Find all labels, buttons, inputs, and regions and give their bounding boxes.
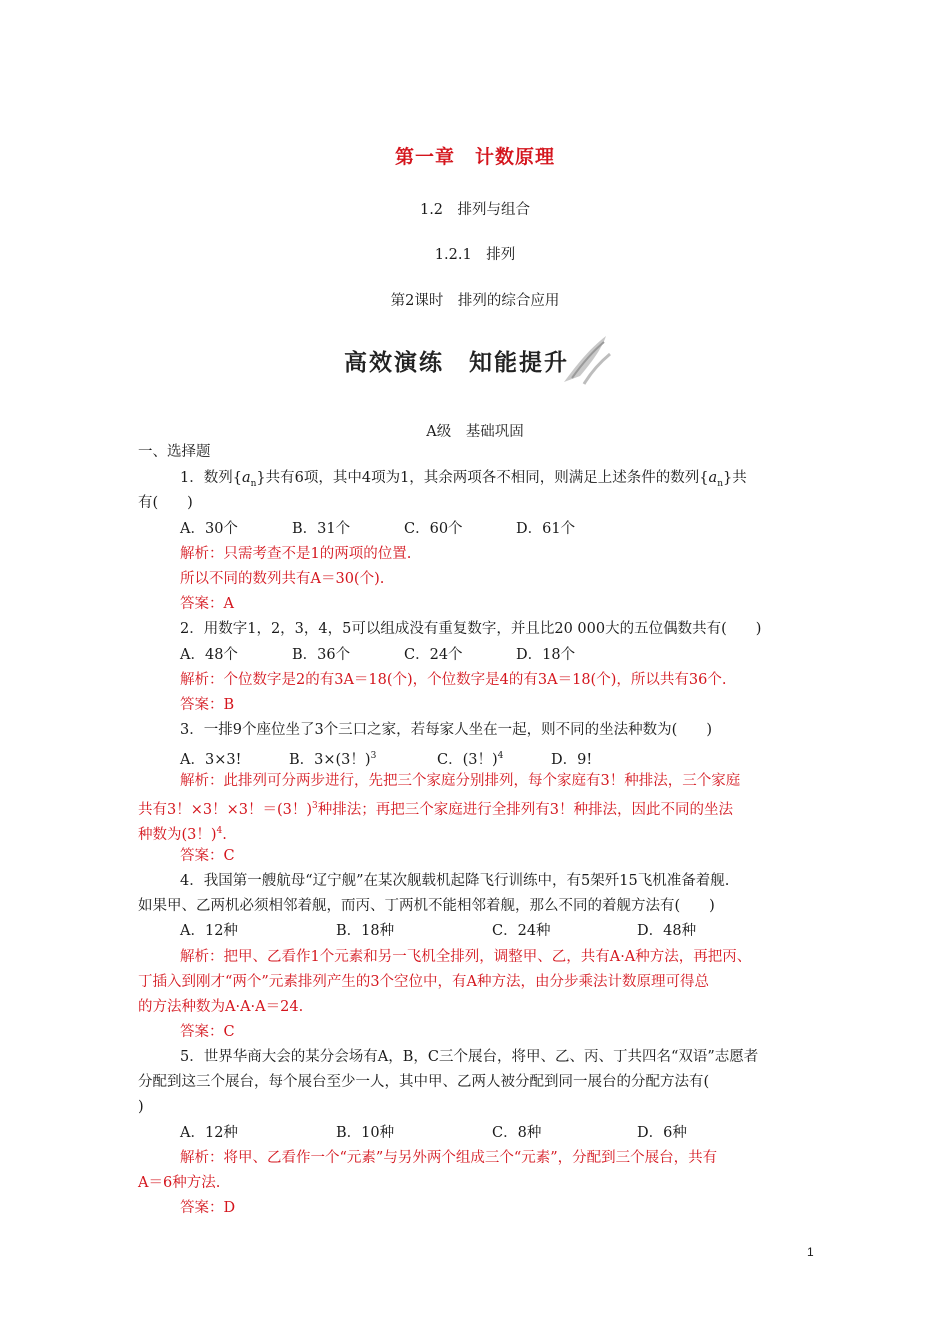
q1-answer: 答案：A xyxy=(180,596,234,612)
level-heading: A级 基础巩固 xyxy=(426,424,524,440)
q4-choice-b: B．18种 xyxy=(336,923,395,939)
q1-analysis-2: 所以不同的数列共有A＝30(个). xyxy=(180,571,385,587)
lesson-title: 第2课时 排列的综合应用 xyxy=(390,293,560,309)
q5-choice-c: C．8种 xyxy=(492,1125,542,1141)
q5-choice-a: A．12种 xyxy=(180,1125,238,1141)
banner-text: 高效演练 知能提升 xyxy=(344,350,569,376)
subsection-title: 1.2.1 排列 xyxy=(434,247,516,263)
q1-choice-d: D．61个 xyxy=(516,521,576,537)
section-title: 1.2 排列与组合 xyxy=(419,202,531,218)
part-title: 一、选择题 xyxy=(138,444,211,460)
q3-choice-d: D．9! xyxy=(551,751,593,768)
q5-analysis-1: 解析：将甲、乙看作一个“元素”与另外两个组成三个“元素”，分配到三个展台，共有 xyxy=(180,1150,718,1166)
question-1-line-2: 有( ) xyxy=(138,495,193,511)
q2-choice-a: A．48个 xyxy=(180,647,238,663)
q4-answer: 答案：C xyxy=(180,1024,235,1040)
q2-choice-c: C．24个 xyxy=(404,647,463,663)
q1-choice-b: B．31个 xyxy=(292,521,351,537)
chapter-title: 第一章 计数原理 xyxy=(394,146,555,168)
q5-choice-b: B．10种 xyxy=(336,1125,395,1141)
q3-choice-c: C．(3！)$^4$ xyxy=(437,751,504,768)
q3-analysis-2: 共有3！×3！×3！＝(3！)$^3$种排法；再把三个家庭进行全排列有3！种排法，因此不同的坐法 xyxy=(138,801,733,818)
q3-choice-b: B．3×(3！)$^3$ xyxy=(289,751,377,768)
q4-analysis-2: 丁插入到刚才“两个”元素排列产生的3个空位中，有A种方法，由分步乘法计数原理可得总 xyxy=(138,974,710,990)
q2-choice-d: D．18个 xyxy=(516,647,576,663)
q4-analysis-3: 的方法种数为A·A·A＝24. xyxy=(138,999,304,1015)
q4-choice-a: A．12种 xyxy=(180,923,238,939)
q1-analysis-1: 解析：只需考查不是1的两项的位置. xyxy=(180,546,412,562)
question-4-line-1: 4．我国第一艘航母“辽宁舰”在某次舰载机起降飞行训练中，有5架歼15飞机准备着舰. xyxy=(180,873,730,889)
q3-answer: 答案：C xyxy=(180,848,235,864)
question-5-line-1: 5．世界华商大会的某分会场有A，B，C三个展台，将甲、乙、丙、丁共四名“双语”志愿者 xyxy=(180,1049,759,1065)
q4-analysis-1: 解析：把甲、乙看作1个元素和另一飞机全排列，调整甲、乙，共有A·A种方法，再把丙、 xyxy=(180,949,752,965)
question-2: 2．用数字1，2，3，4，5可以组成没有重复数字，并且比20 000大的五位偶数共有( ) xyxy=(180,621,762,637)
q5-choice-d: D．6种 xyxy=(637,1125,687,1141)
q1-choice-c: C．60个 xyxy=(404,521,463,537)
q2-answer: 答案：B xyxy=(180,697,235,713)
question-5-line-3: ) xyxy=(138,1099,144,1115)
q2-analysis: 解析：个位数字是2的有3A＝18(个)，个位数字是4的有3A＝18(个)，所以共有36个. xyxy=(180,672,727,688)
q1-choice-a: A．30个 xyxy=(180,521,238,537)
q2-choice-b: B．36个 xyxy=(292,647,351,663)
question-5-line-2: 分配到这三个展台，每个展台至少一人，其中甲、乙两人被分配到同一展台的分配方法有( xyxy=(138,1074,710,1090)
page-number: 1 xyxy=(807,1245,814,1259)
question-1-line-1: 1．数列$\{a_n\}$共有6项，其中4项为1，其余两项各不相同，则满足上述条件的数列$\{a_n\}$共 xyxy=(180,470,747,489)
q5-answer: 答案：D xyxy=(180,1200,236,1216)
q3-choice-a: A．3×3! xyxy=(180,751,242,768)
question-4-line-2: 如果甲、乙两机必须相邻着舰，而丙、丁两机不能相邻着舰，那么不同的着舰方法有( ) xyxy=(138,898,715,914)
q4-choice-c: C．24种 xyxy=(492,923,551,939)
practice-banner xyxy=(336,332,614,388)
q3-analysis-3: 种数为(3！)$^4$. xyxy=(138,826,227,843)
q4-choice-d: D．48种 xyxy=(637,923,697,939)
q3-analysis-1: 解析：此排列可分两步进行，先把三个家庭分别排列，每个家庭有3！种排法，三个家庭 xyxy=(180,773,741,789)
q5-analysis-2: A＝6种方法. xyxy=(138,1175,221,1191)
question-3: 3．一排9个座位坐了3个三口之家，若每家人坐在一起，则不同的坐法种数为( ) xyxy=(180,722,712,738)
